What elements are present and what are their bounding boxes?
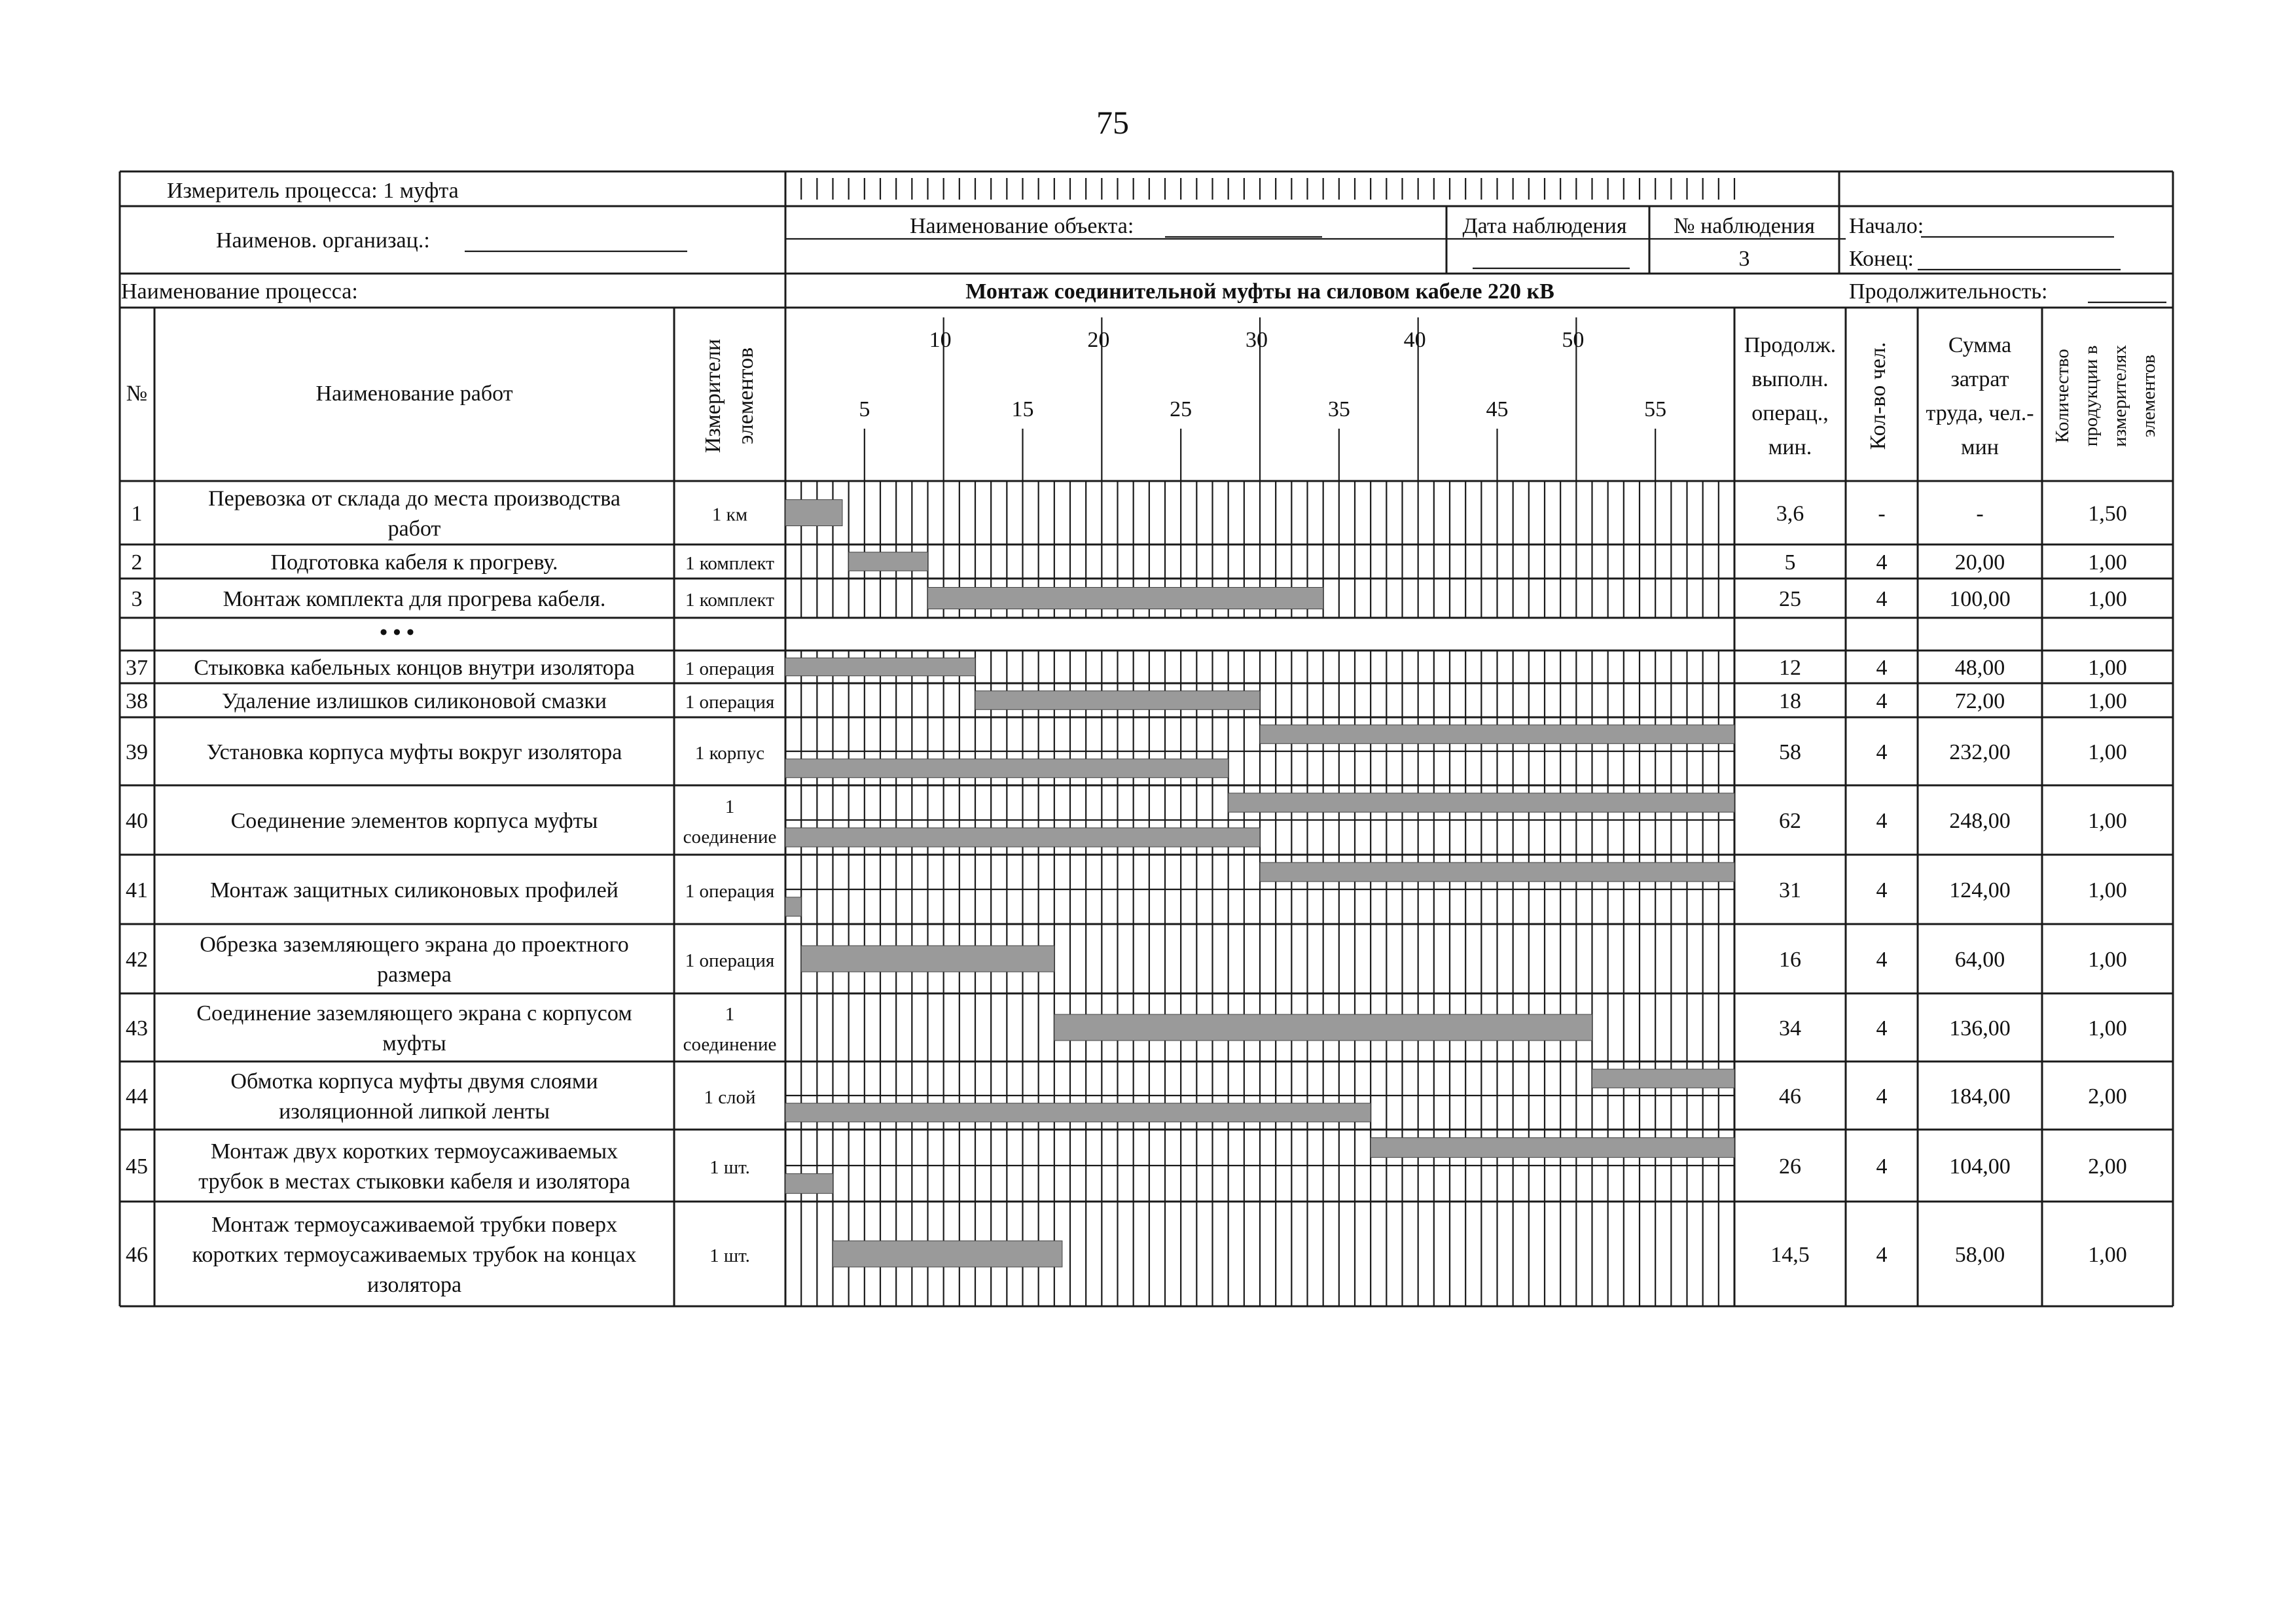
operation-time-bar (833, 1241, 1062, 1267)
scale-label-major: 40 (1403, 328, 1426, 352)
column-header-quantity: Количество (2052, 349, 2073, 443)
row-work-name: муфты (382, 1031, 446, 1056)
row-labor-total: 184,00 (1949, 1084, 2011, 1109)
column-header-name: Наименование работ (315, 382, 513, 406)
row-people-count: 4 (1876, 740, 1888, 764)
row-measure: соединение (683, 1034, 777, 1055)
column-header-no: № (126, 382, 148, 406)
column-header-quantity: продукции в (2081, 345, 2102, 447)
object-name-label: Наименование объекта: (910, 214, 1134, 238)
process-name-label: Наименование процесса: (121, 279, 358, 304)
row-people-count: 4 (1876, 878, 1888, 902)
column-header-labor: мин (1961, 435, 1999, 459)
row-duration: 34 (1779, 1016, 1801, 1041)
row-people-count: 4 (1876, 550, 1888, 575)
duration-label: Продолжительность: (1849, 279, 2048, 304)
row-duration: 18 (1779, 689, 1801, 713)
row-people-count: 4 (1876, 587, 1888, 611)
row-labor-total: 124,00 (1949, 878, 2011, 902)
column-header-measure: элементов (734, 347, 758, 445)
scale-label-minor: 55 (1644, 397, 1667, 421)
row-quantity: 1,00 (2088, 550, 2127, 575)
row-quantity: 1,00 (2088, 878, 2127, 902)
row-measure: 1 (725, 796, 735, 817)
row-quantity: 1,00 (2088, 809, 2127, 833)
scale-label-major: 50 (1562, 328, 1585, 352)
process-measure-label: Измеритель процесса: 1 муфта (167, 179, 459, 203)
row-work-name: Подготовка кабеля к прогреву. (270, 550, 558, 575)
row-quantity: 1,00 (2088, 1243, 2127, 1267)
row-labor-total: 248,00 (1949, 809, 2011, 833)
operation-time-bar (785, 759, 1229, 778)
operation-time-bar (1260, 725, 1734, 744)
scale-label-minor: 35 (1327, 397, 1350, 421)
row-duration: 58 (1779, 740, 1801, 764)
row-number: 1 (131, 501, 143, 526)
column-header-people: Кол-во чел. (1866, 342, 1890, 450)
row-number: 42 (126, 948, 148, 972)
column-header-duration: операц., (1751, 401, 1829, 425)
operation-time-bar (1054, 1014, 1592, 1041)
row-work-name: Монтаж термоусаживаемой трубки поверх (211, 1213, 617, 1237)
row-work-name: трубок в местах стыковки кабеля и изолятора (198, 1169, 630, 1194)
observation-date-label: Дата наблюдения (1462, 214, 1627, 238)
page-number: 75 (1096, 104, 1129, 141)
operation-time-bar (849, 552, 928, 571)
row-measure: 1 операция (685, 692, 775, 713)
row-measure: 1 (725, 1004, 735, 1025)
row-quantity: 2,00 (2088, 1084, 2127, 1109)
row-labor-total: 20,00 (1954, 550, 2005, 575)
row-labor-total: 232,00 (1949, 740, 2011, 764)
row-measure: 1 корпус (694, 743, 765, 764)
scale-label-minor: 45 (1486, 397, 1509, 421)
row-duration: 62 (1779, 809, 1801, 833)
scale-label-major: 30 (1246, 328, 1268, 352)
row-work-name: Соединение элементов корпуса муфты (230, 809, 598, 833)
row-measure: 1 комплект (685, 590, 774, 611)
row-quantity: 1,00 (2088, 689, 2127, 713)
row-duration: 5 (1784, 550, 1796, 575)
row-quantity: 1,00 (2088, 740, 2127, 764)
column-header-labor: труда, чел.- (1926, 401, 2034, 425)
row-number: 41 (126, 878, 148, 902)
scale-label-minor: 5 (859, 397, 870, 421)
row-labor-total: 64,00 (1954, 948, 2005, 972)
row-labor-total: 48,00 (1954, 656, 2005, 680)
row-quantity: 1,00 (2088, 948, 2127, 972)
column-header-duration: мин. (1768, 435, 1812, 459)
row-labor-total: 100,00 (1949, 587, 2011, 611)
row-work-name: Соединение заземляющего экрана с корпусом (196, 1001, 632, 1026)
row-duration: 14,5 (1770, 1243, 1810, 1267)
row-duration: 12 (1779, 656, 1801, 680)
row-measure: 1 операция (685, 658, 775, 679)
operation-time-bar (785, 1103, 1371, 1122)
process-name-value: Монтаж соединительной муфты на силовом кабеле 220 кВ (965, 279, 1554, 304)
row-people-count: 4 (1876, 689, 1888, 713)
operation-time-bar (1371, 1137, 1734, 1157)
row-work-name: работ (387, 516, 441, 541)
row-people-count: 4 (1876, 656, 1888, 680)
row-duration: 3,6 (1776, 501, 1804, 526)
row-work-name: Монтаж защитных силиконовых профилей (210, 878, 619, 902)
operation-time-bar (785, 1173, 833, 1193)
row-measure: 1 шт. (709, 1157, 750, 1178)
row-number: 45 (126, 1154, 148, 1179)
row-number: 37 (126, 656, 148, 680)
row-number: 46 (126, 1243, 148, 1267)
row-labor-total: 72,00 (1954, 689, 2005, 713)
row-number: 44 (126, 1084, 148, 1109)
column-header-quantity: измерителях (2109, 345, 2130, 447)
row-work-name: Обрезка заземляющего экрана до проектного (200, 933, 629, 957)
row-measure: 1 операция (685, 881, 775, 902)
row-quantity: 2,00 (2088, 1154, 2127, 1179)
column-header-duration: Продолж. (1744, 333, 1837, 357)
row-labor-total: 58,00 (1954, 1243, 2005, 1267)
row-work-name: Удаление излишков силиконовой смазки (222, 689, 607, 713)
row-people-count: 4 (1876, 1016, 1888, 1041)
row-people-count: 4 (1876, 1243, 1888, 1267)
column-header-duration: выполн. (1751, 367, 1829, 391)
operation-time-bar (1592, 1069, 1735, 1088)
row-work-name: Установка корпуса муфты вокруг изолятора (206, 740, 622, 764)
row-number: 40 (126, 809, 148, 833)
row-number: 38 (126, 689, 148, 713)
row-duration: 46 (1779, 1084, 1801, 1109)
row-work-name: размера (377, 963, 452, 987)
observation-number-label: № наблюдения (1674, 214, 1815, 238)
start-time-label: Начало: (1849, 214, 1924, 238)
row-work-name: коротких термоусаживаемых трубок на концах (192, 1243, 637, 1267)
row-duration: 16 (1779, 948, 1801, 972)
row-measure: соединение (683, 827, 777, 847)
row-quantity: 1,00 (2088, 1016, 2127, 1041)
row-number: 3 (131, 587, 143, 611)
row-duration: 26 (1779, 1154, 1801, 1179)
row-number: 2 (131, 550, 143, 575)
row-number: 43 (126, 1016, 148, 1041)
operation-time-bar (785, 658, 975, 676)
row-work-name: Стыковка кабельных концов внутри изолятора (194, 656, 635, 680)
omitted-rows-ellipsis: • • • (380, 620, 414, 645)
column-header-labor: затрат (1950, 367, 2009, 391)
operation-time-bar (801, 946, 1054, 972)
row-people-count: - (1878, 501, 1886, 526)
operation-time-bar (785, 828, 1260, 847)
row-people-count: 4 (1876, 1084, 1888, 1109)
row-people-count: 4 (1876, 1154, 1888, 1179)
row-work-name: Монтаж двух коротких термоусаживаемых (210, 1139, 619, 1164)
operation-time-bar (785, 897, 801, 916)
operation-time-bar (928, 588, 1323, 609)
row-work-name: Обмотка корпуса муфты двумя слоями (230, 1069, 598, 1094)
row-measure: 1 операция (685, 950, 775, 971)
column-header-quantity: элементов (2138, 354, 2159, 438)
scale-label-major: 20 (1087, 328, 1110, 352)
observation-number-value: 3 (1738, 247, 1750, 271)
row-work-name: изоляционной липкой ленты (279, 1099, 550, 1124)
row-labor-total: 136,00 (1949, 1016, 2011, 1041)
row-duration: 31 (1779, 878, 1801, 902)
scale-label-minor: 15 (1011, 397, 1034, 421)
operation-time-bar (785, 500, 842, 526)
column-header-labor: Сумма (1948, 333, 2012, 357)
row-people-count: 4 (1876, 948, 1888, 972)
operation-time-bar (1260, 863, 1734, 882)
scale-label-major: 10 (929, 328, 952, 352)
row-work-name: изолятора (367, 1273, 462, 1297)
row-people-count: 4 (1876, 809, 1888, 833)
row-work-name: Монтаж комплекта для прогрева кабеля. (223, 587, 606, 611)
row-quantity: 1,00 (2088, 587, 2127, 611)
row-labor-total: 104,00 (1949, 1154, 2011, 1179)
column-header-measure: Измерители (701, 338, 725, 454)
row-duration: 25 (1779, 587, 1801, 611)
end-time-label: Конец: (1849, 247, 1914, 271)
row-quantity: 1,00 (2088, 656, 2127, 680)
row-labor-total: - (1976, 501, 1984, 526)
row-measure: 1 комплект (685, 553, 774, 574)
row-measure: 1 шт. (709, 1245, 750, 1266)
row-number: 39 (126, 740, 148, 764)
scale-label-minor: 25 (1170, 397, 1193, 421)
row-measure: 1 слой (704, 1087, 756, 1108)
operation-time-bar (1229, 793, 1734, 812)
row-measure: 1 км (711, 504, 748, 526)
row-work-name: Перевозка от склада до места производства (208, 486, 620, 511)
organization-label: Наименов. организац.: (216, 228, 430, 253)
row-quantity: 1,50 (2088, 501, 2127, 526)
operation-time-bar (975, 691, 1260, 710)
